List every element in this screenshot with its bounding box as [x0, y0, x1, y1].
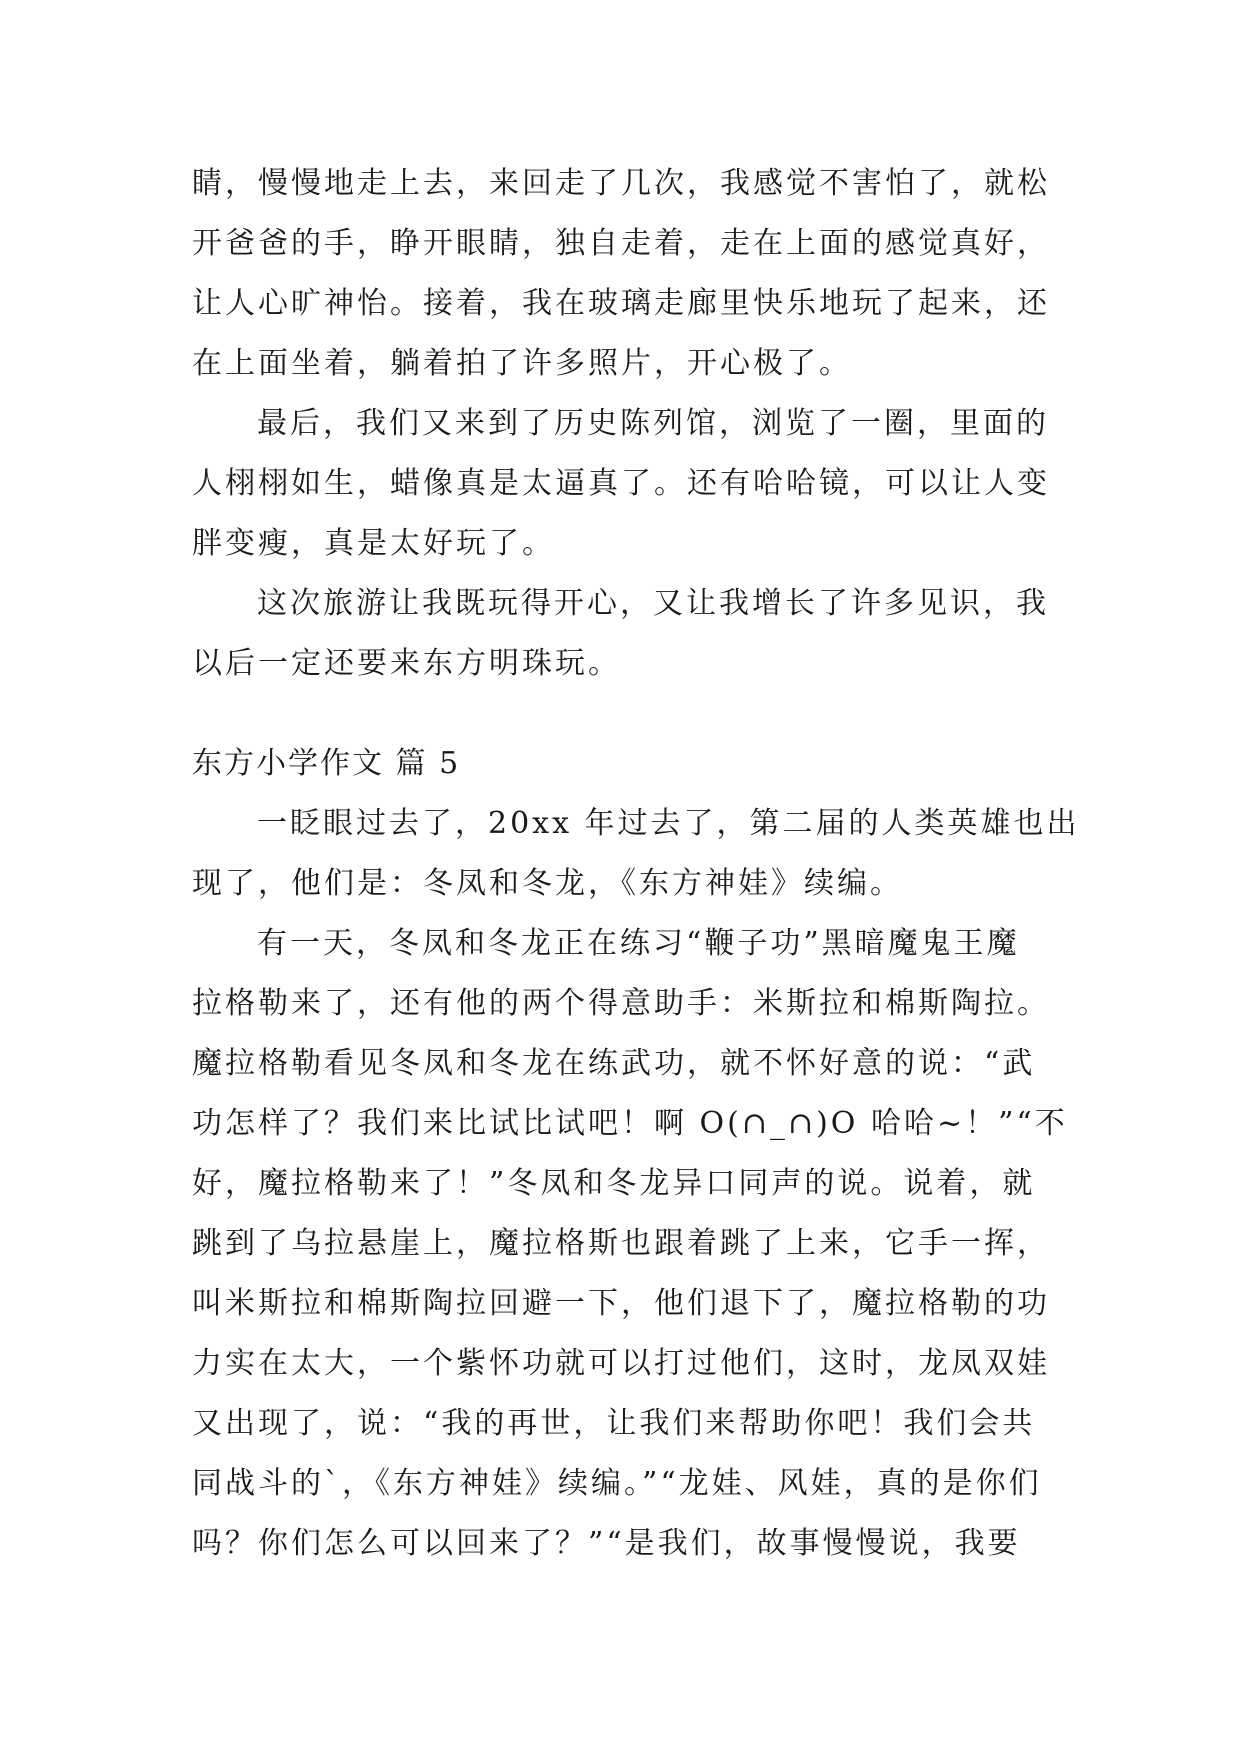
text-line: 力实在太大，一个紫怀功就可以打过他们，这时，龙凤双娃 — [192, 1346, 1050, 1381]
text-line: 拉格勒来了，还有他的两个得意助手：米斯拉和棉斯陶拉。 — [192, 986, 1050, 1021]
text-line: 让人心旷神怡。接着，我在玻璃走廊里快乐地玩了起来，还 — [192, 286, 1050, 321]
text-line: 同战斗的`，《东方神娃》续编。”“龙娃、风娃，真的是你们 — [192, 1466, 1042, 1501]
text-line: 胖变瘦，真是太好玩了。 — [192, 526, 555, 561]
section-spacer — [192, 694, 1062, 734]
paragraph-intro — [192, 794, 1080, 914]
text-line: 以后一定还要来东方明珠玩。 — [192, 646, 621, 681]
text-line: 叫米斯拉和棉斯陶拉回避一下，他们退下了，魔拉格勒的功 — [192, 1286, 1050, 1321]
text-line: 吗？你们怎么可以回来了？”“是我们，故事慢慢说，我要 — [192, 1526, 1021, 1561]
text-line: 这次旅游让我既玩得开心，又让我增长了许多见识，我 — [257, 586, 1049, 621]
text-line: 一眨眼过去了，20xx 年过去了，第二届的人类英雄也出 — [257, 806, 1080, 841]
text-line: 在上面坐着，躺着拍了许多照片，开心极了。 — [192, 346, 852, 381]
text-line: 有一天，冬凤和冬龙正在练习“鞭子功”黑暗魔鬼王魔 — [257, 926, 1020, 961]
text-line: 又出现了，说：“我的再世，让我们来帮助你吧！我们会共 — [192, 1406, 1036, 1441]
text-line: 开爸爸的手，睁开眼睛，独自走着，走在上面的感觉真好， — [192, 226, 1050, 261]
section-title: 东方小学作文 篇 5 — [192, 746, 461, 781]
paragraph-conclusion — [192, 574, 1062, 694]
text-line: 睛，慢慢地走上去，来回走了几次，我感觉不害怕了，就松 — [192, 166, 1050, 201]
text-line: 好，魔拉格勒来了！”冬凤和冬龙异口同声的说。说着，就 — [192, 1166, 1036, 1201]
text-line: 跳到了乌拉悬崖上，魔拉格斯也跟着跳了上来，它手一挥， — [192, 1226, 1050, 1261]
paragraph-last-day — [192, 394, 1062, 574]
text-line: 魔拉格勒看见冬凤和冬龙在练武功，就不怀好意的说：“武 — [192, 1046, 1036, 1081]
text-line: 功怎样了？我们来比试比试吧！啊 O(∩_∩)O 哈哈~！”“不 — [192, 1106, 1068, 1141]
text-line: 人栩栩如生，蜡像真是太逼真了。还有哈哈镜，可以让人变 — [192, 466, 1050, 501]
text-line: 最后，我们又来到了历史陈列馆，浏览了一圈，里面的 — [257, 406, 1049, 441]
text-line: 现了，他们是：冬凤和冬龙，《东方神娃》续编。 — [192, 866, 903, 901]
paragraph-continuation — [192, 154, 1062, 394]
paragraph-story — [192, 914, 1068, 1574]
document-body — [192, 154, 1080, 1574]
